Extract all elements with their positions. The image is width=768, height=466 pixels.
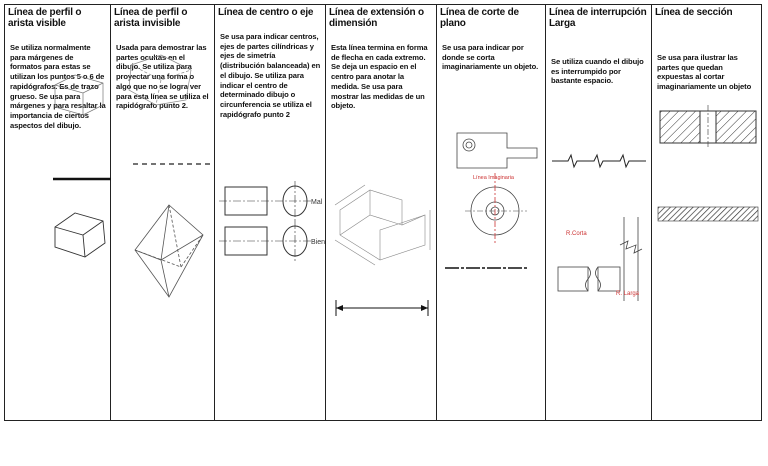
column-title: Línea de extensión o dimensión	[329, 7, 424, 29]
long-break-label: R. Larga	[616, 291, 640, 297]
column-title: Línea de centro o eje	[218, 7, 314, 18]
column-title: Línea de corte de plano	[440, 7, 519, 29]
column-description: Se usa para indicar por donde se corta imaginariamente un objeto.	[442, 43, 539, 72]
column-dimension-line	[326, 5, 437, 420]
column-description: Se usa para indicar centros, ejes de partes cilíndricas y ejes de simetría (distribución balanceada) en el dibujo. Se utiliza para indicar el centro de determinado dibujo o circunferencia se utiliza el rapidógrafo punto 2	[220, 32, 321, 119]
column-title: Línea de perfil o arista invisible	[114, 7, 188, 29]
column-title: Línea de interrupción Larga	[549, 7, 647, 29]
break-line-figure	[546, 145, 652, 305]
column-description: Se utiliza cuando el dibujo es interrumpido por bastante espacio.	[551, 57, 644, 86]
column-title: Línea de sección	[655, 7, 733, 18]
column-description: Usada para demostrar las partes ocultas en el dibujo. Se utiliza para proyectar una forma o algo que no se logra ver para esta línea se utiliza el rapidógrafo punto 2.	[116, 43, 209, 111]
bad-label: Mal	[311, 199, 323, 206]
section-line-figure	[656, 91, 760, 226]
column-description: Se usa para ilustrar las partes que quedan expuestas al cortar imaginariamente un objeto	[657, 53, 752, 92]
column-break-line	[546, 5, 652, 420]
hidden-line-figure	[111, 45, 215, 305]
visible-line-figure	[45, 65, 111, 265]
cutting-plane-figure	[437, 123, 546, 273]
column-description: Esta línea termina en forma de flecha en cada extremo. Se deja un espacio en el centro para anotar la medida. Se usa para mostrar las medidas de un objeto.	[331, 43, 428, 111]
column-cutting-plane-line	[437, 5, 546, 420]
column-section-line	[652, 5, 763, 420]
line-types-table	[4, 4, 762, 421]
column-title: Línea de perfil o arista visible	[8, 7, 82, 29]
center-line-figure	[215, 177, 326, 267]
imaginary-line-label: Línea Imaginaria	[473, 175, 514, 181]
column-description: Se utiliza normalmente para márgenes de formatos para estas se utilizan los puntos 5 o 6 de rapidógrafos. Es de trazo grueso. Se usa para márgenes y para resaltar la importancia de ciertos aspectos del dibujo.	[10, 43, 106, 130]
column-center-line	[215, 5, 326, 420]
short-break-label: R.Corta	[566, 231, 587, 237]
column-hidden-line	[111, 5, 215, 420]
column-visible-line	[5, 5, 111, 420]
dimension-line-figure	[330, 170, 434, 320]
good-label: Bien	[311, 239, 326, 246]
